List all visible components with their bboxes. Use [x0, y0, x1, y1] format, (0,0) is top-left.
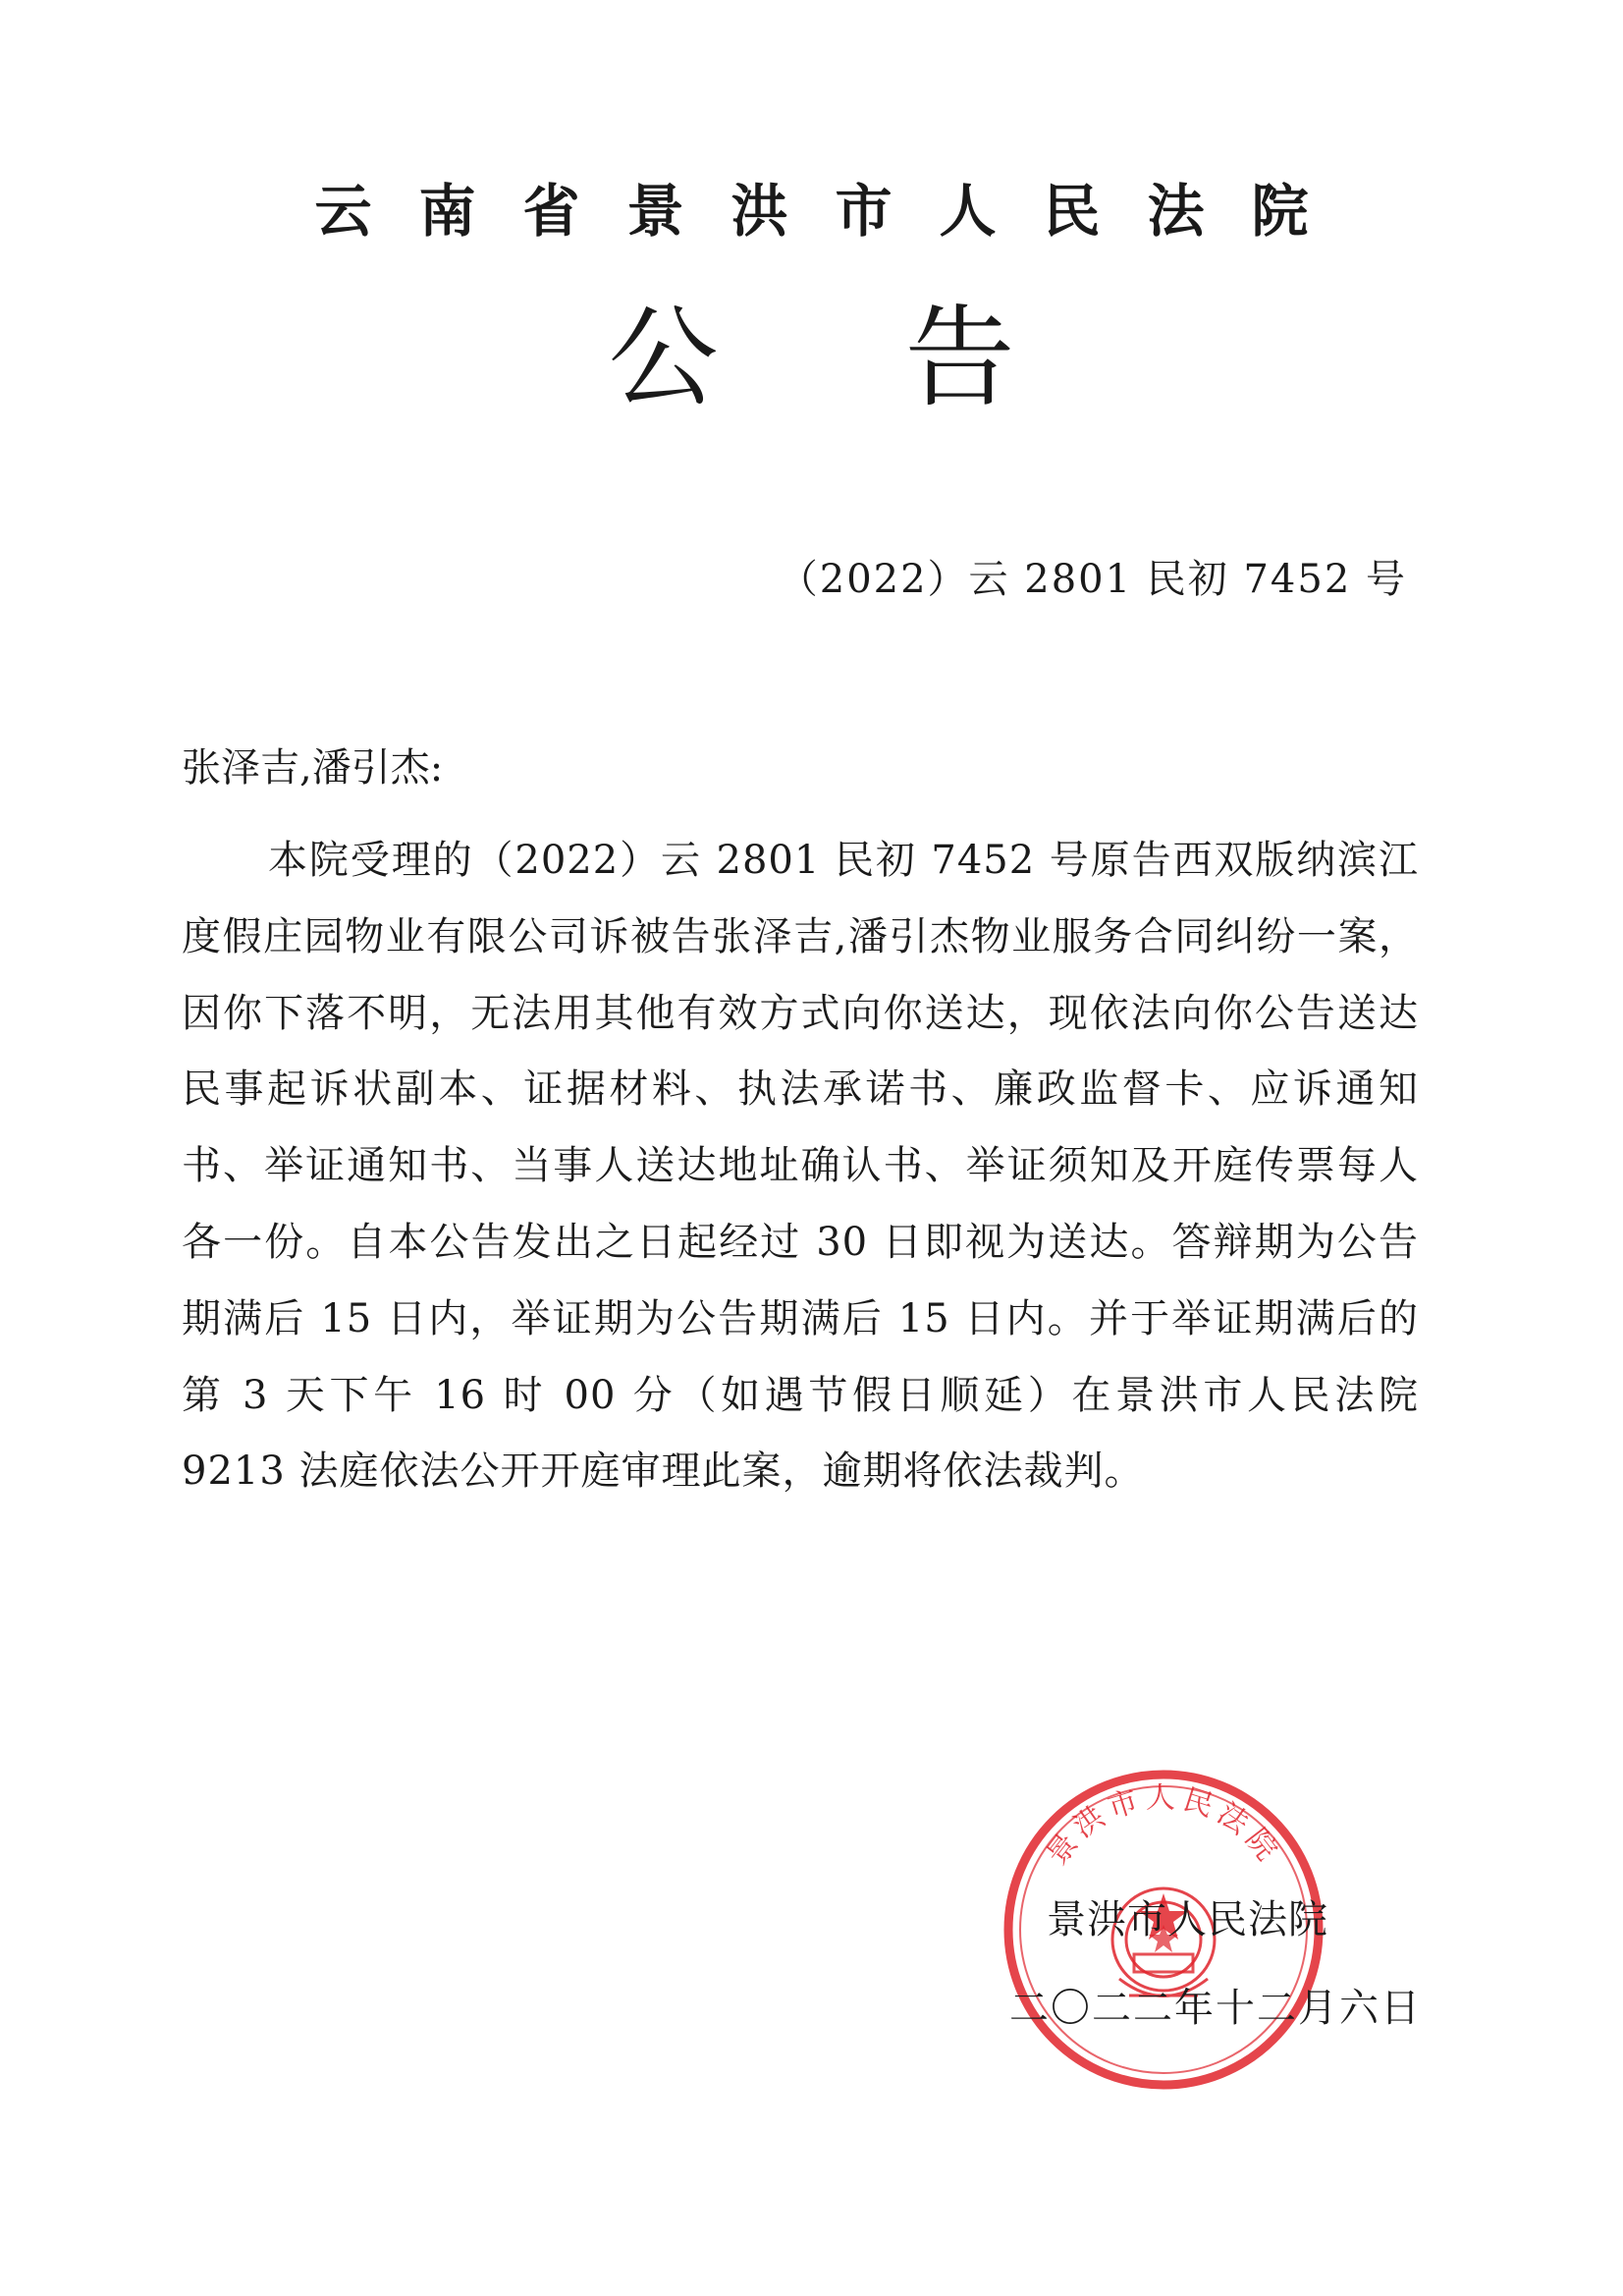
document-title: 公告 [608, 295, 1202, 422]
case-number: （2022）云 2801 民初 7452 号 [778, 557, 1407, 602]
signature-date: 二〇二二年十二月六日 [1009, 1986, 1422, 2031]
signer-name: 景洪市人民法院 [1047, 1897, 1328, 1942]
svg-text:景洪市人民法院: 景洪市人民法院 [1040, 1780, 1287, 1872]
notice-body: 本院受理的（2022）云 2801 民初 7452 号原告西双版纳滨江度假庄园物业有限公司诉被告张泽吉,潘引杰物业服务合同纠纷一案，因你下落不明，无法用其他有效方式向你送达，现依法向你公告送达民事起诉状副本、证据材料、执法承诺书、廉政监督卡、应诉通知书、举证通知书、当事人送达地址确认书、举证须知及开庭传票每人各一份。自本公告发出之日起经过 30 日即视为送达。答辩期为公告期满后 15 日内，举证期为公告期满后 15 日内。并于举证期满后的第 3 天下午 16 时 00 分（如遇节假日顺延）在景洪市人民法院 9213 法庭依法公开开庭审理此案，逾期将依法裁判。 [182, 838, 1419, 1495]
court-name: 云南省景洪市人民法院 [314, 178, 1356, 245]
addressee: 张泽吉,潘引杰: [182, 745, 444, 791]
